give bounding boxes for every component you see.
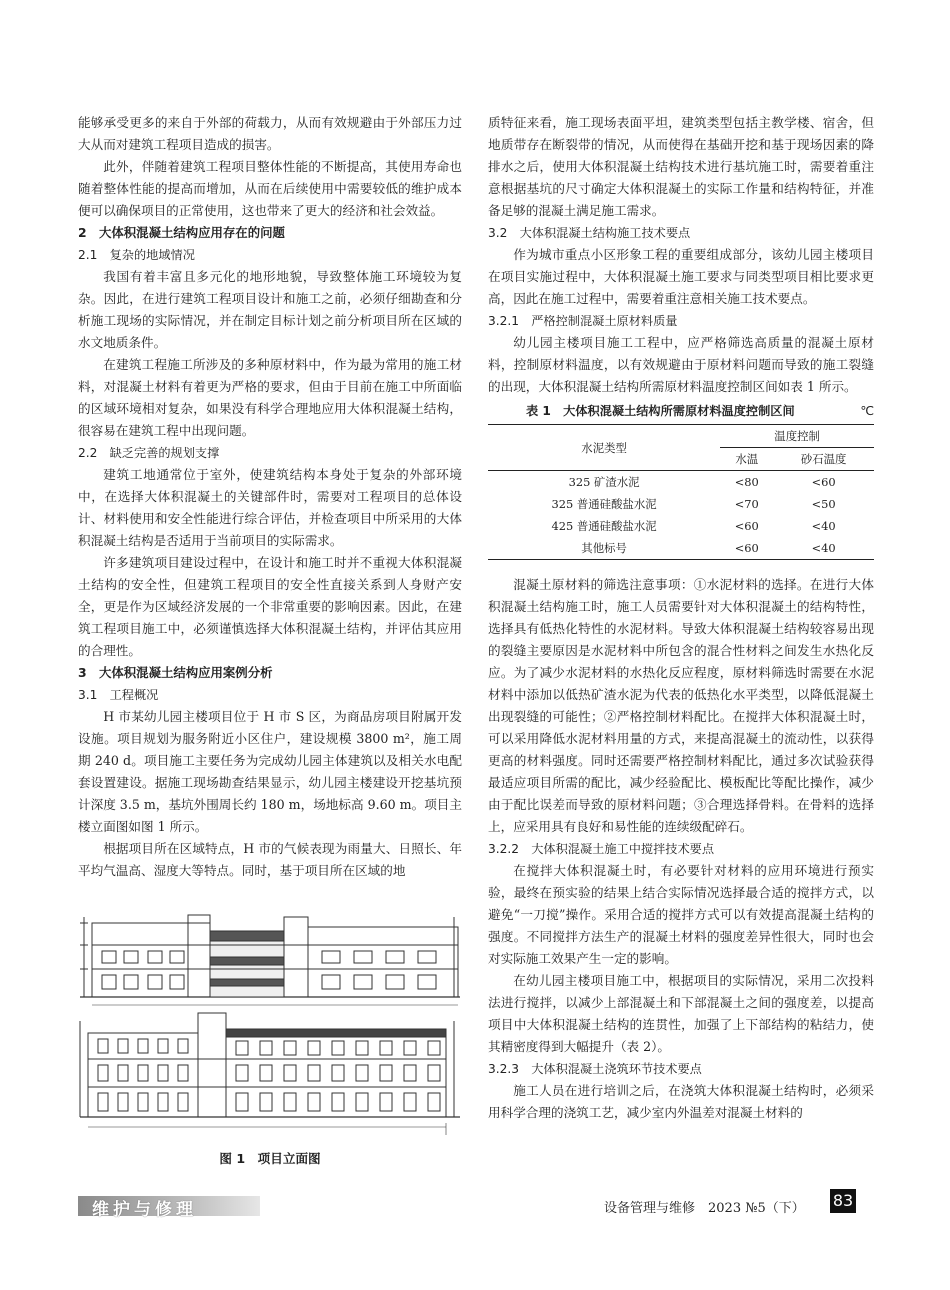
table-cell-water: <70 xyxy=(734,497,759,511)
paragraph: 施工人员在进行培训之后，在浇筑大体积混凝土结构时，必须采用科学合理的浇筑工艺，减少室内外温差对混凝土材料的 xyxy=(488,1083,874,1120)
table-cell-sand: <60 xyxy=(811,475,836,489)
paragraph: 能够承受更多的来自于外部的荷载力，从而有效规避由于外部压力过大从而对建筑工程项目造成的损害。 xyxy=(78,115,462,152)
right-column-upper xyxy=(488,112,874,398)
table-cell-type: 其他标号 xyxy=(488,537,720,560)
left-column xyxy=(78,112,462,882)
paragraph: 混凝土原材料的筛选注意事项：①水泥材料的选择。在进行大体积混凝土结构施工时，施工人员需要针对大体积混凝土的结构特性，选择具有低热化特性的水泥材料。导致大体积混凝土结构较容易出现的裂缝主要原因是水泥材料中所包含的混合性材料之间发生水热化反应。为了减少水泥材料的水热化反应程度，原材料筛选时需要在水泥材料中添加以低热矿渣水泥为代表的低热化水平类型，以降低混凝土出现裂缝的可能性；②严格控制材料配比。在搅拌大体积混凝土时，可以采用降低水泥材料用量的方式，来提高混凝土的流动性，以获得更高的材料强度。同时还需要严格控制材料配比，通过多次试验获得最适应项目所需的配比，减少经验配比、模板配比等配比操作，减少由于配比误差而导致的原材料问题；③合理选择骨料。在骨料的选择上，应采用具有良好和易性能的连续级配碎石。 xyxy=(488,577,874,834)
paragraph: 我国有着丰富且多元化的地形地貌，导致整体施工环境较为复杂。因此，在进行建筑工程项目设计和施工之前，必须仔细勘查和分析施工现场的实际情况，并在制定目标计划之前分析项目所在区域的水文地质条件。 xyxy=(78,269,462,350)
subsection-heading: 2.2 缺乏完善的规划支撑 xyxy=(78,446,220,460)
subsubsection-heading: 3.2.3 大体积混凝土浇筑环节技术要点 xyxy=(488,1062,702,1076)
table-body xyxy=(488,471,874,560)
elevation-drawing xyxy=(78,905,462,1137)
subsection-heading: 2.1 复杂的地域情况 xyxy=(78,248,195,262)
table-row xyxy=(488,493,874,515)
table-unit: ℃ xyxy=(860,404,874,418)
subsection-heading: 3.1 工程概况 xyxy=(78,688,159,702)
paragraph: 作为城市重点小区形象工程的重要组成部分，该幼儿园主楼项目在项目实施过程中，大体积混凝土施工要求与同类型项目相比要求更高，因此在施工过程中，需要着重注意相关施工技术要点。 xyxy=(488,247,874,306)
figure-caption: 图 1 项目立面图 xyxy=(219,1151,321,1166)
header-sand-temp: 砂石温度 xyxy=(773,448,874,471)
section-heading: 2 大体积混凝土结构应用存在的问题 xyxy=(78,225,285,240)
upper-elevation xyxy=(80,915,460,1005)
paragraph: 根据项目所在区域特点，H 市的气候表现为雨量大、日照长、年平均气温高、湿度大等特点。同时，基于项目所在区域的地 xyxy=(78,841,462,878)
paragraph: 幼儿园主楼项目施工工程中，应严格筛选高质量的混凝土原材料，控制原材料温度，以有效规避由于原材料问题而导致的施工裂缝的出现，大体积混凝土结构所需原材料温度控制区间如表 1 所示。 xyxy=(488,335,874,394)
table-cell-sand: <40 xyxy=(773,537,874,560)
header-water-temp: 水温 xyxy=(720,448,773,471)
elevation-drawing-svg xyxy=(78,905,462,1137)
table-cell-water: <60 xyxy=(720,537,773,560)
table-cell-type: 325 普通硅酸盐水泥 xyxy=(551,497,657,511)
section-banner xyxy=(78,1196,260,1220)
subsection-heading: 3.2 大体积混凝土结构施工技术要点 xyxy=(488,226,691,240)
table-cell-sand: <50 xyxy=(811,497,836,511)
paragraph: 在幼儿园主楼项目施工中，根据项目的实际情况，采用二次投料法进行搅拌，以减少上部混凝土和下部混凝土之间的强度差，以提高项目中大体积混凝土结构的连贯性，加强了上下部结构的粘结力，使其精密度得到大幅提升（表 2）。 xyxy=(488,973,874,1054)
table-caption-row xyxy=(488,400,874,422)
right-column-lower xyxy=(488,574,874,1124)
lower-elevation xyxy=(80,1013,460,1135)
paragraph: 此外，伴随着建筑工程项目整体性能的不断提高，其使用寿命也随着整体性能的提高而增加，从而在后续使用中需要较低的维护成本便可以确保项目的正常使用，这也带来了更大的经济和社会效益。 xyxy=(78,159,462,218)
header-temp-control: 温度控制 xyxy=(720,425,874,448)
temperature-table xyxy=(488,424,874,560)
section-heading: 3 大体积混凝土结构应用案例分析 xyxy=(78,665,273,680)
table-cell-type: 325 矿渣水泥 xyxy=(568,475,640,489)
paragraph: H 市某幼儿园主楼项目位于 H 市 S 区，为商品房项目附属开发设施。项目规划为服务附近小区住户，建设规模 3800 m²，施工周期 240 d。项目施工主要任务为完成幼儿园主体建筑以及相关水电配套设置建设。据施工现场勘查结果显示，幼儿园主楼建设开挖基坑预计深度 3.5 m，基坑外围周长约 180 m，场地标高 9.60 m。项目主楼立面图如图 1 所示。 xyxy=(78,709,462,834)
table-cell-water: <80 xyxy=(734,475,759,489)
paragraph: 在搅拌大体积混凝土时，有必要针对材料的应用环境进行预实验，最终在预实验的结果上结合实际情况选择最合适的搅拌方式，以避免“一刀搅”操作。采用合适的搅拌方式可以有效提高混凝土结构的强度。不同搅拌方法生产的混凝土材料的强度差异性很大，同时也会对实际施工效果产生一定的影响。 xyxy=(488,863,874,966)
paragraph: 建筑工地通常位于室外，使建筑结构本身处于复杂的外部环境中，在选择大体积混凝土的关键部件时，需要对工程项目的总体设计、材料使用和安全性能进行综合评估，并检查项目中所采用的大体积混凝土结构是否适用于当前项目的实际需求。 xyxy=(78,467,462,548)
journal-info: 设备管理与维修 2023 №5（下） xyxy=(604,1201,805,1216)
paragraph: 在建筑工程施工所涉及的多种原材料中，作为最为常用的施工材料，对混凝土材料有着更为严格的要求，但由于目前在施工中所面临的区域环境相对复杂，如果没有科学合理地应用大体积混凝土结构，很容易在建筑工程中出现问题。 xyxy=(78,357,462,438)
table-row xyxy=(488,471,874,494)
table-caption: 表 1 大体积混凝土结构所需原材料温度控制区间 xyxy=(526,404,795,418)
paragraph: 许多建筑项目建设过程中，在设计和施工时并不重视大体积混凝土结构的安全性，但建筑工程项目的安全性直接关系到人身财产安全，更是作为区域经济发展的一个非常重要的影响因素。因此，在建筑工程项目施工中，必须谨慎选择大体积混凝土结构，并评估其应用的合理性。 xyxy=(78,555,462,658)
table-row xyxy=(488,515,874,537)
table-row xyxy=(488,537,874,560)
right-column xyxy=(488,112,874,1124)
subsubsection-heading: 3.2.2 大体积混凝土施工中搅拌技术要点 xyxy=(488,842,715,856)
section-label: 维护与修理 xyxy=(92,1200,197,1220)
table-cell-type: 425 普通硅酸盐水泥 xyxy=(551,519,657,533)
header-cement-type: 水泥类型 xyxy=(488,425,720,471)
table-cell-water: <60 xyxy=(734,519,759,533)
page-number: 83 xyxy=(830,1189,856,1213)
subsubsection-heading: 3.2.1 严格控制混凝土原材料质量 xyxy=(488,314,678,328)
table-cell-sand: <40 xyxy=(811,519,836,533)
paragraph: 质特征来看，施工现场表面平坦，建筑类型包括主教学楼、宿舍，但地质带存在断裂带的情况，从而使得在基础开挖和基于现场因素的降排水之后，使用大体积混凝土结构技术进行基坑施工时，需要着重注意根据基坑的尺寸确定大体积混凝土的实际工作量和结构特征，并准备足够的混凝土满足施工需求。 xyxy=(488,115,874,218)
